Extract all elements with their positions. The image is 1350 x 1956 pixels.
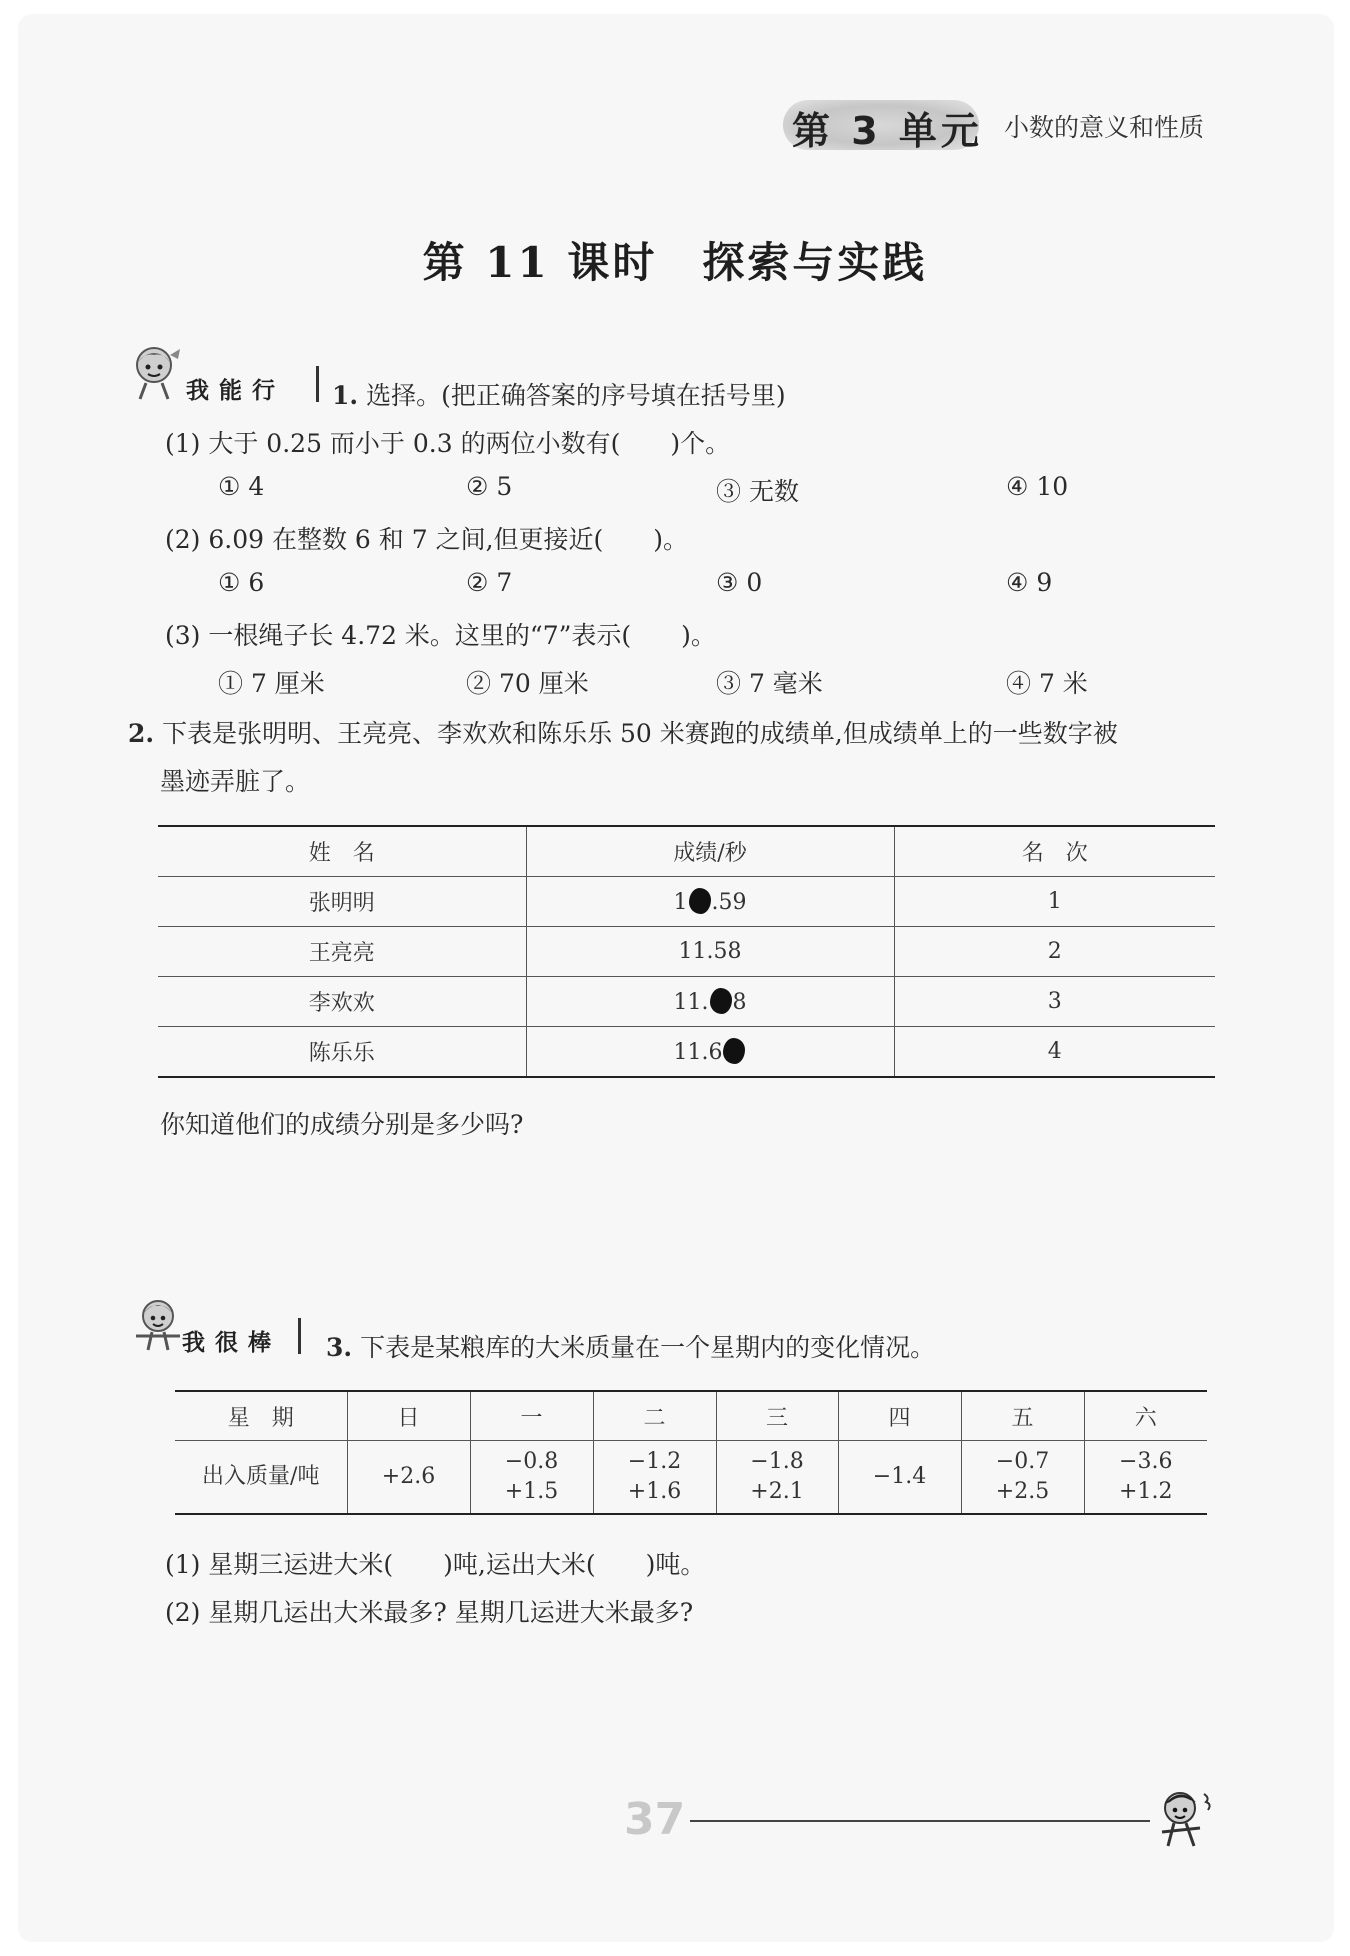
page-number: 37 [624, 1794, 686, 1845]
rank-cell: 3 [894, 977, 1215, 1027]
q1-item-3-option-3: ③ 7 毫米 [716, 669, 823, 698]
q3-text: 下表是某粮库的大米质量在一个星期内的变化情况。 [360, 1333, 936, 1362]
quantity-cell [961, 1441, 1084, 1515]
quantity-cell [470, 1441, 593, 1515]
q1-number: 1. [332, 381, 359, 410]
quantity-value: −0.7 [995, 1449, 1050, 1474]
ink-blot-icon [723, 1038, 745, 1064]
q1-item-3-option-4: ④ 7 米 [1006, 669, 1088, 698]
section-tag-i-can: 我能行 [186, 378, 285, 404]
q1-item-3: (3) 一根绳子长 4.72 米。这里的“7”表示( )。 [165, 621, 716, 650]
day-thursday: 四 [838, 1391, 961, 1441]
score-visible-part: 11.6 [673, 1040, 723, 1065]
lesson-title: 第 11 课时 探索与实践 [422, 238, 928, 287]
quantity-value: −3.6 [1119, 1449, 1173, 1474]
score-visible-part: 11. [673, 990, 709, 1015]
table-row [158, 977, 1215, 1027]
q1-item-2-option-1: ① 6 [218, 568, 265, 597]
day-monday: 一 [470, 1391, 593, 1441]
girl-mascot-icon [126, 343, 186, 401]
score-visible-part: 1 [673, 890, 688, 915]
q3-heading [326, 1328, 935, 1364]
quantity-value: −0.8 [504, 1449, 559, 1474]
score-visible-part: .59 [711, 890, 747, 915]
q1-heading [332, 376, 786, 412]
q1-item-1-option-2: ② 5 [466, 472, 513, 501]
header-name: 姓 名 [308, 841, 375, 866]
rank-cell: 4 [894, 1027, 1215, 1078]
q1-item-3-option-1: ① 7 厘米 [218, 669, 325, 698]
quantity-cell [716, 1441, 838, 1515]
quantity-cell [1084, 1441, 1207, 1515]
unit-subtitle: 小数的意义和性质 [1004, 113, 1205, 142]
section-tag-great: 我很棒 [182, 1330, 281, 1356]
student-name: 陈乐乐 [158, 1027, 526, 1078]
score-visible-part: 8 [732, 990, 747, 1015]
quantity-cell [838, 1441, 961, 1515]
quantity-cell [347, 1441, 470, 1515]
q2-number: 2. [128, 719, 155, 748]
header-rank: 名 次 [894, 826, 1215, 877]
q1-item-2-option-2: ② 7 [466, 568, 513, 597]
q2-question: 你知道他们的成绩分别是多少吗? [160, 1110, 524, 1139]
quantity-value: +2.1 [750, 1479, 804, 1504]
q2-text: 下表是张明明、王亮亮、李欢欢和陈乐乐 50 米赛跑的成绩单,但成绩单上的一些数字被 [162, 719, 1118, 748]
quantity-value: +2.6 [381, 1464, 436, 1489]
day-wednesday: 三 [716, 1391, 838, 1441]
rice-change-table [175, 1390, 1207, 1515]
rank-cell: 1 [894, 877, 1215, 927]
row-header-quantity: 出入质量/吨 [175, 1441, 347, 1515]
quantity-value: +1.5 [504, 1479, 559, 1504]
q1-item-1-option-3: ③ 无数 [716, 477, 799, 506]
boy-mascot-icon [1150, 1788, 1220, 1850]
ink-blot-icon [710, 988, 732, 1014]
race-results-table [158, 825, 1215, 1078]
q1-item-1-option-1: ① 4 [218, 472, 265, 501]
day-sunday: 日 [347, 1391, 470, 1441]
table-row [158, 877, 1215, 927]
table-header-row [175, 1391, 1207, 1441]
row-header-weekday: 星 期 [227, 1405, 294, 1431]
student-name: 王亮亮 [158, 927, 526, 977]
tag-divider [316, 366, 319, 402]
footer-rule [690, 1820, 1150, 1822]
q1-item-2: (2) 6.09 在整数 6 和 7 之间,但更接近( )。 [165, 525, 689, 554]
score-cell [526, 977, 894, 1027]
q2-text-line-1 [128, 714, 1118, 750]
student-name: 张明明 [158, 877, 526, 927]
q3-sub-2: (2) 星期几运出大米最多? 星期几运进大米最多? [165, 1598, 694, 1627]
table-row [175, 1441, 1207, 1515]
day-friday: 五 [961, 1391, 1084, 1441]
day-tuesday: 二 [593, 1391, 716, 1441]
quantity-value: +1.2 [1119, 1479, 1173, 1504]
ink-blot-icon [689, 888, 711, 914]
student-name: 李欢欢 [158, 977, 526, 1027]
q1-item-3-option-2: ② 70 厘米 [466, 669, 589, 698]
quantity-cell [593, 1441, 716, 1515]
quantity-value: −1.8 [750, 1449, 804, 1474]
score-cell: 11.58 [526, 927, 894, 977]
table-header-row [158, 826, 1215, 877]
girl-mascot-icon [130, 1296, 186, 1352]
tag-divider [298, 1318, 301, 1354]
q1-item-1-option-4: ④ 10 [1006, 472, 1069, 501]
unit-label: 第 3 单元 [792, 109, 983, 153]
q1-item-2-option-3: ③ 0 [716, 568, 763, 597]
rank-cell: 2 [894, 927, 1215, 977]
quantity-value: +1.6 [627, 1479, 682, 1504]
score-cell [526, 1027, 894, 1078]
q1-prompt: 选择。(把正确答案的序号填在括号里) [366, 381, 786, 410]
q3-sub-1: (1) 星期三运进大米( )吨,运出大米( )吨。 [165, 1550, 706, 1579]
q2-text-line-2: 墨迹弄脏了。 [160, 767, 311, 796]
quantity-value: −1.2 [627, 1449, 682, 1474]
quantity-value: −1.4 [872, 1464, 927, 1489]
quantity-value: +2.5 [995, 1479, 1050, 1504]
score-cell [526, 877, 894, 927]
q1-item-2-option-4: ④ 9 [1006, 568, 1053, 597]
header-score: 成绩/秒 [526, 826, 894, 877]
q1-item-1: (1) 大于 0.25 而小于 0.3 的两位小数有( )个。 [165, 429, 731, 458]
day-saturday: 六 [1084, 1391, 1207, 1441]
q3-number: 3. [326, 1333, 353, 1362]
table-row [158, 927, 1215, 977]
table-row [158, 1027, 1215, 1078]
